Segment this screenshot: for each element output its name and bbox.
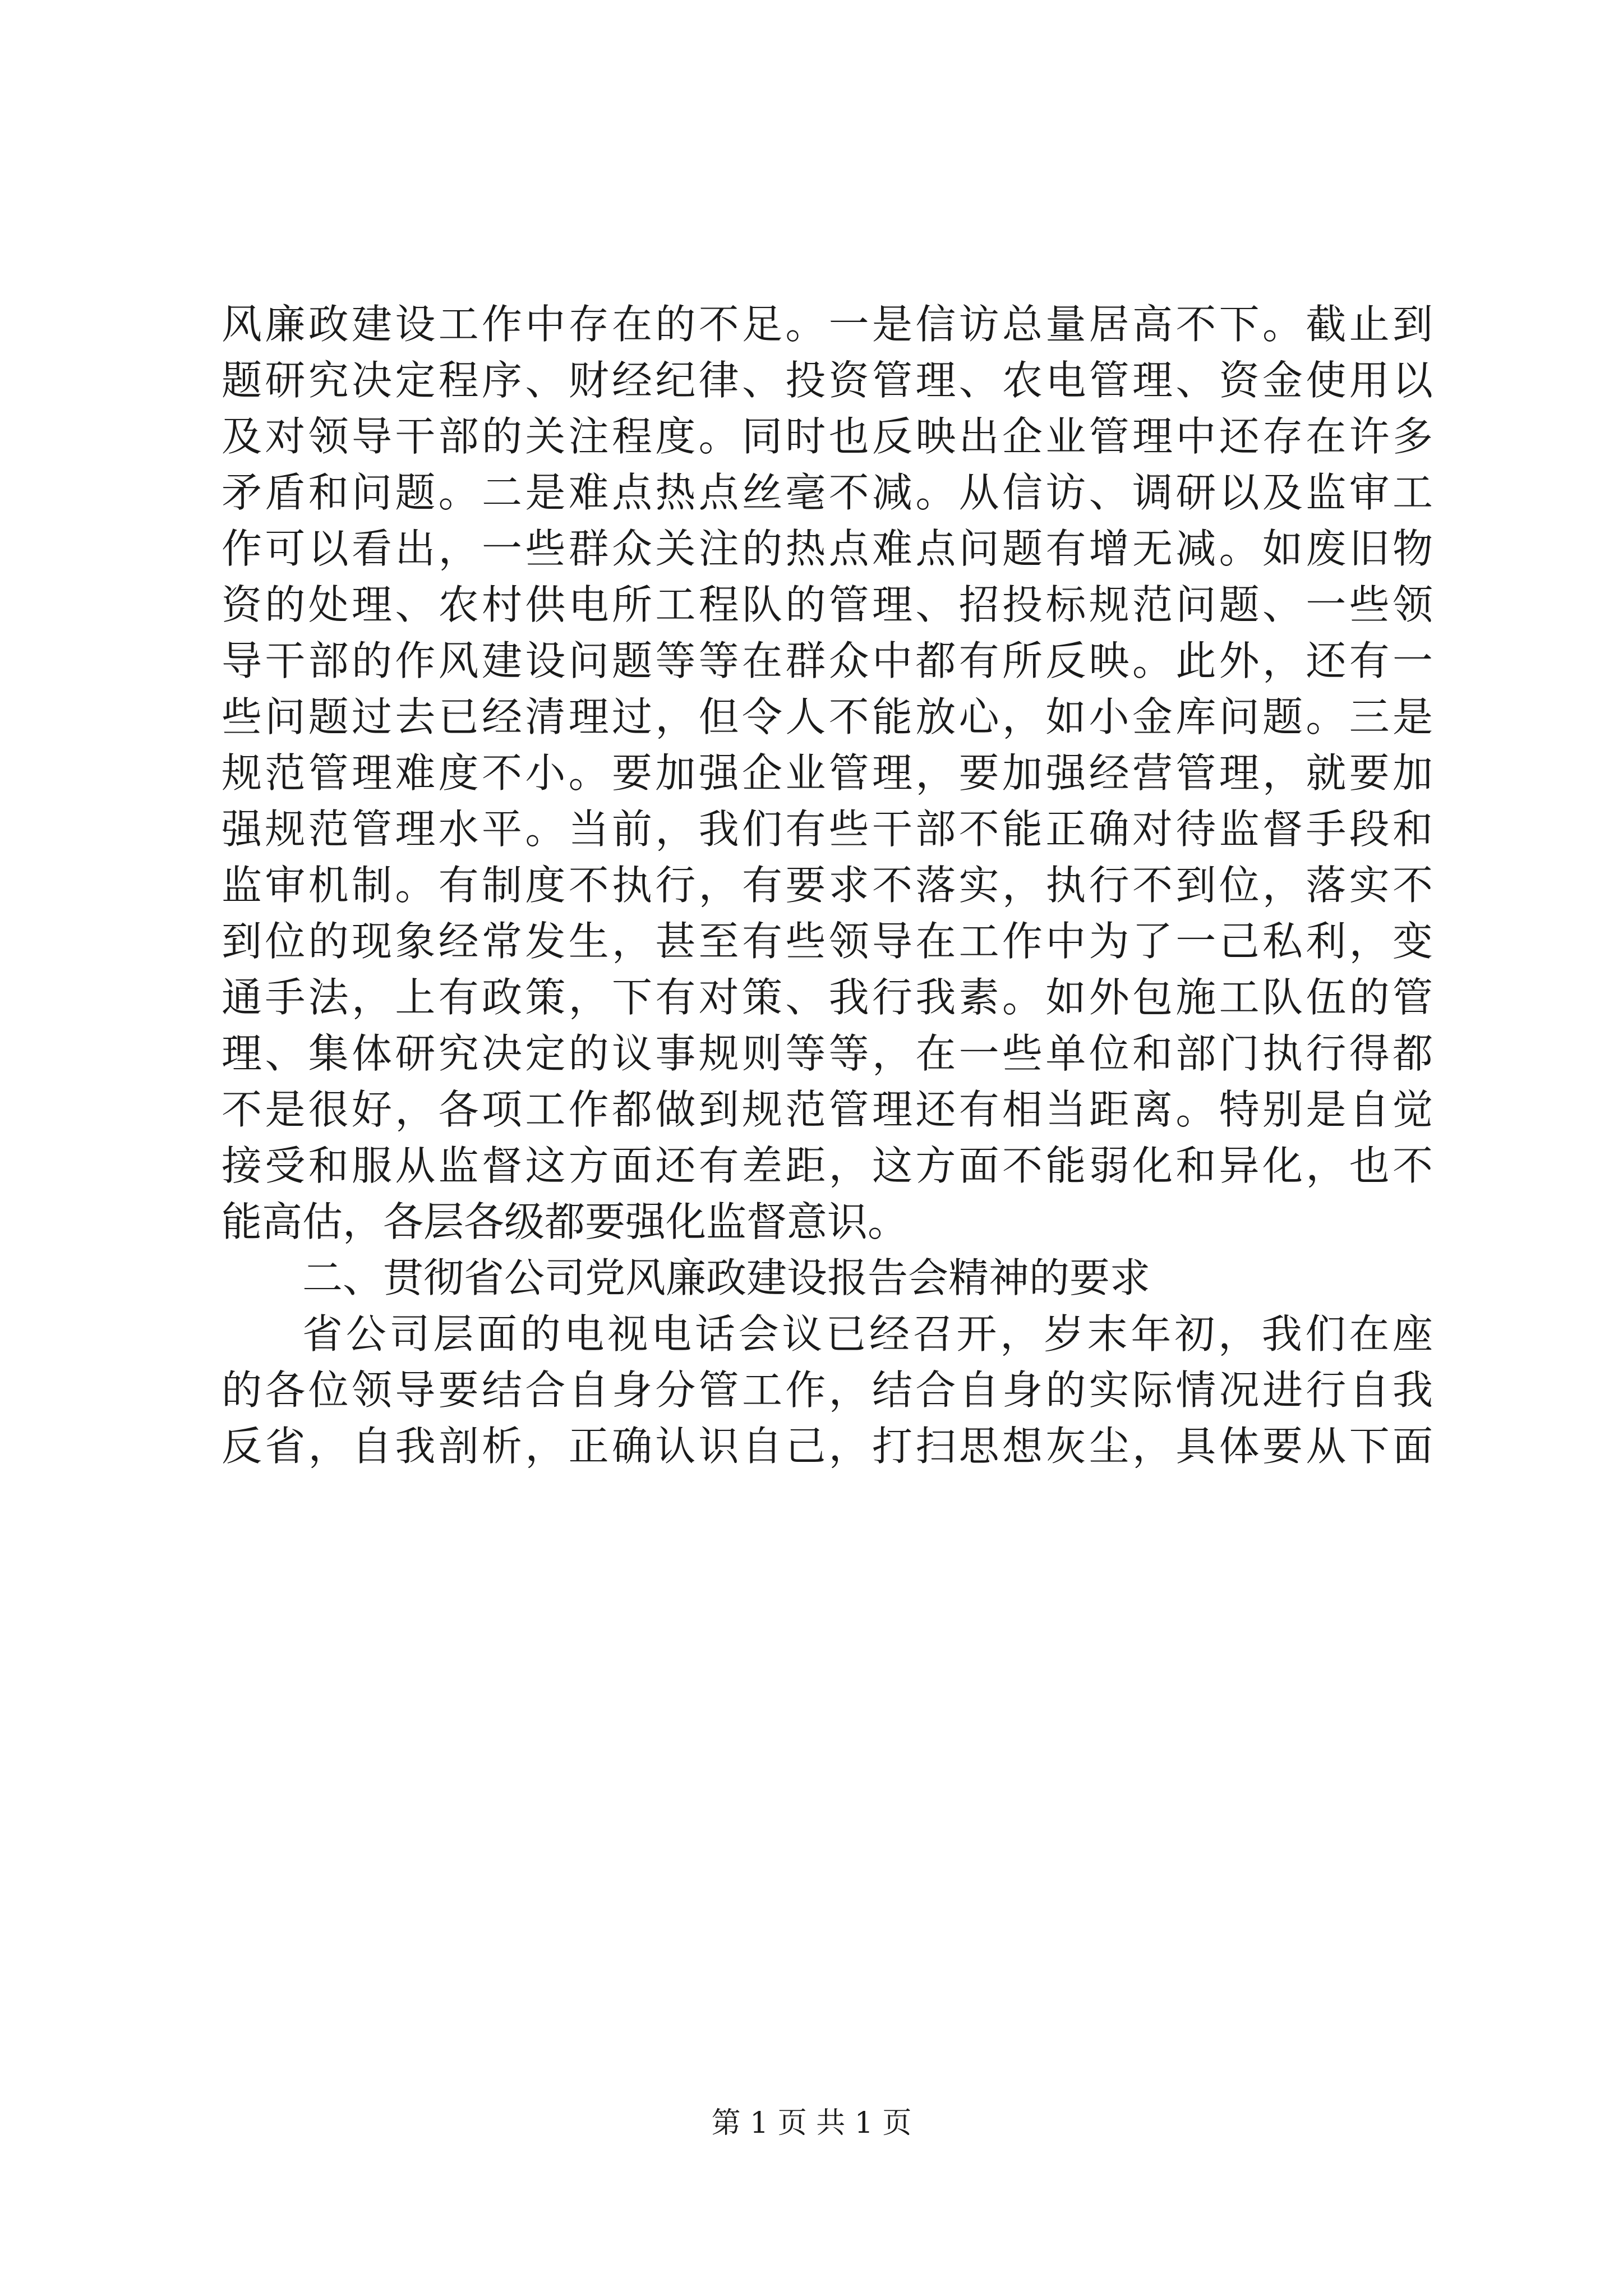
text-line: 作可以看出，一些群众关注的热点难点问题有增无减。如废旧物 [222, 525, 1433, 572]
text-line: 题研究决定程序、财经纪律、投资管理、农电管理、资金使用以 [222, 357, 1433, 404]
text-line: 反省，自我剖析，正确认识自己，打扫思想灰尘，具体要从下面 [222, 1423, 1433, 1470]
text-line: 些问题过去已经清理过，但令人不能放心，如小金库问题。三是 [222, 693, 1433, 740]
text-line: 导干部的作风建设问题等等在群众中都有所反映。此外，还有一 [222, 637, 1433, 684]
document-body [222, 296, 1433, 1474]
page-footer [0, 2104, 1623, 2143]
text-line: 接受和服从监督这方面还有差距，这方面不能弱化和异化，也不 [222, 1142, 1433, 1189]
text-line: 监审机制。有制度不执行，有要求不落实，执行不到位，落实不 [222, 862, 1433, 909]
text-line: 不是很好，各项工作都做到规范管理还有相当距离。特别是自觉 [222, 1086, 1433, 1133]
text-line: 强规范管理水平。当前，我们有些干部不能正确对待监督手段和 [222, 806, 1433, 853]
text-line: 风廉政建设工作中存在的不足。一是信访总量居高不下。截止到 [222, 301, 1433, 348]
text-line: 省公司层面的电视电话会议已经召开，岁末年初，我们在座 [302, 1310, 1433, 1358]
text-line: 的各位领导要结合自身分管工作，结合自身的实际情况进行自我 [222, 1366, 1433, 1414]
text-line: 理、集体研究决定的议事规则等等，在一些单位和部门执行得都 [222, 1030, 1433, 1077]
text-line: 能高估，各层各级都要强化监督意识。 [222, 1198, 909, 1245]
text-line: 及对领导干部的关注程度。同时也反映出企业管理中还存在许多 [222, 413, 1433, 460]
section-heading: 二、贯彻省公司党风廉政建设报告会精神的要求 [302, 1254, 1151, 1301]
text-line: 资的处理、农村供电所工程队的管理、招投标规范问题、一些领 [222, 581, 1433, 628]
text-line: 矛盾和问题。二是难点热点丝毫不减。从信访、调研以及监审工 [222, 469, 1433, 516]
page-number: 第 1 页 共 1 页 [711, 2106, 912, 2140]
text-line: 到位的现象经常发生，甚至有些领导在工作中为了一己私利，变 [222, 918, 1433, 965]
text-line: 通手法，上有政策，下有对策、我行我素。如外包施工队伍的管 [222, 974, 1433, 1021]
text-line: 规范管理难度不小。要加强企业管理，要加强经营管理，就要加 [222, 749, 1433, 797]
